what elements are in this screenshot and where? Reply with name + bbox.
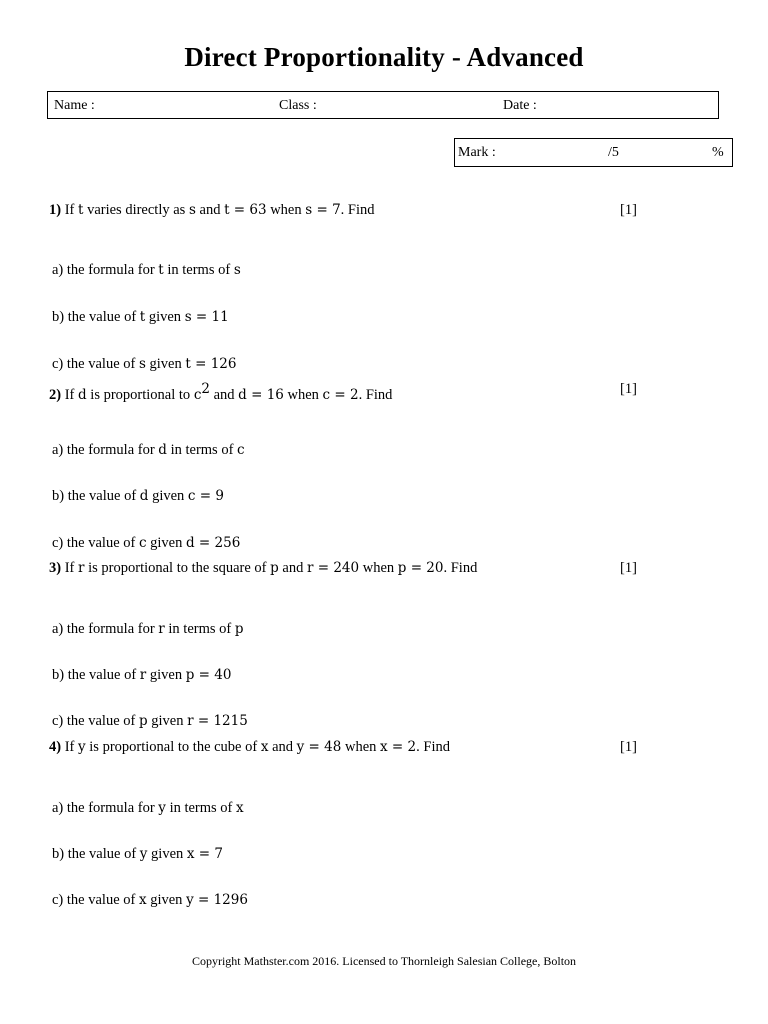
question-3-part-b: b) the value of r given p = 40 [52,667,232,683]
question-1-stem: 1) If t varies directly as s and t = 63 when s = 7. Find [49,202,375,218]
question-2-marks: [1] [620,381,637,397]
exponent: 2 [201,381,210,397]
student-info-box [47,91,719,119]
class-label: Class : [279,98,317,113]
question-4-stem: 4) If y is proportional to the cube of x and y = 48 when x = 2. Find [49,739,450,755]
question-4-part-a: a) the formula for y in terms of x [52,800,244,816]
mark-box [454,138,733,167]
question-1-part-a: a) the formula for t in terms of s [52,262,241,278]
question-3-part-a: a) the formula for r in terms of p [52,621,244,637]
mark-percent: % [712,145,724,160]
question-2-part-b: b) the value of d given c = 9 [52,488,224,504]
question-1-marks: [1] [620,202,637,218]
question-2-part-c: c) the value of c given d = 256 [52,535,241,551]
question-2-stem: 2) If d is proportional to $c^2$ and d = 16 when c = 2. Find [49,381,393,403]
question-1-part-c: c) the value of s given t = 126 [52,356,237,372]
question-4-part-c: c) the value of x given y = 1296 [52,892,248,908]
worksheet-title: Direct Proportionality - Advanced [184,42,584,72]
mark-label: Mark : [458,145,496,160]
question-3-stem: 3) If r is proportional to the square of p and r = 240 when p = 20. Find [49,560,478,576]
name-label: Name : [54,98,95,113]
question-3-marks: [1] [620,560,637,576]
mark-out-of: /5 [608,145,619,160]
date-label: Date : [503,98,537,113]
question-4-part-b: b) the value of y given x = 7 [52,846,223,862]
question-1-part-b: b) the value of t given s = 11 [52,309,229,325]
copyright-footer: Copyright Mathster.com 2016. Licensed to Thornleigh Salesian College, Bolton [191,954,577,968]
question-4-marks: [1] [620,739,637,755]
question-3-part-c: c) the value of p given r = 1215 [52,713,248,729]
question-2-part-a: a) the formula for d in terms of c [52,442,245,458]
